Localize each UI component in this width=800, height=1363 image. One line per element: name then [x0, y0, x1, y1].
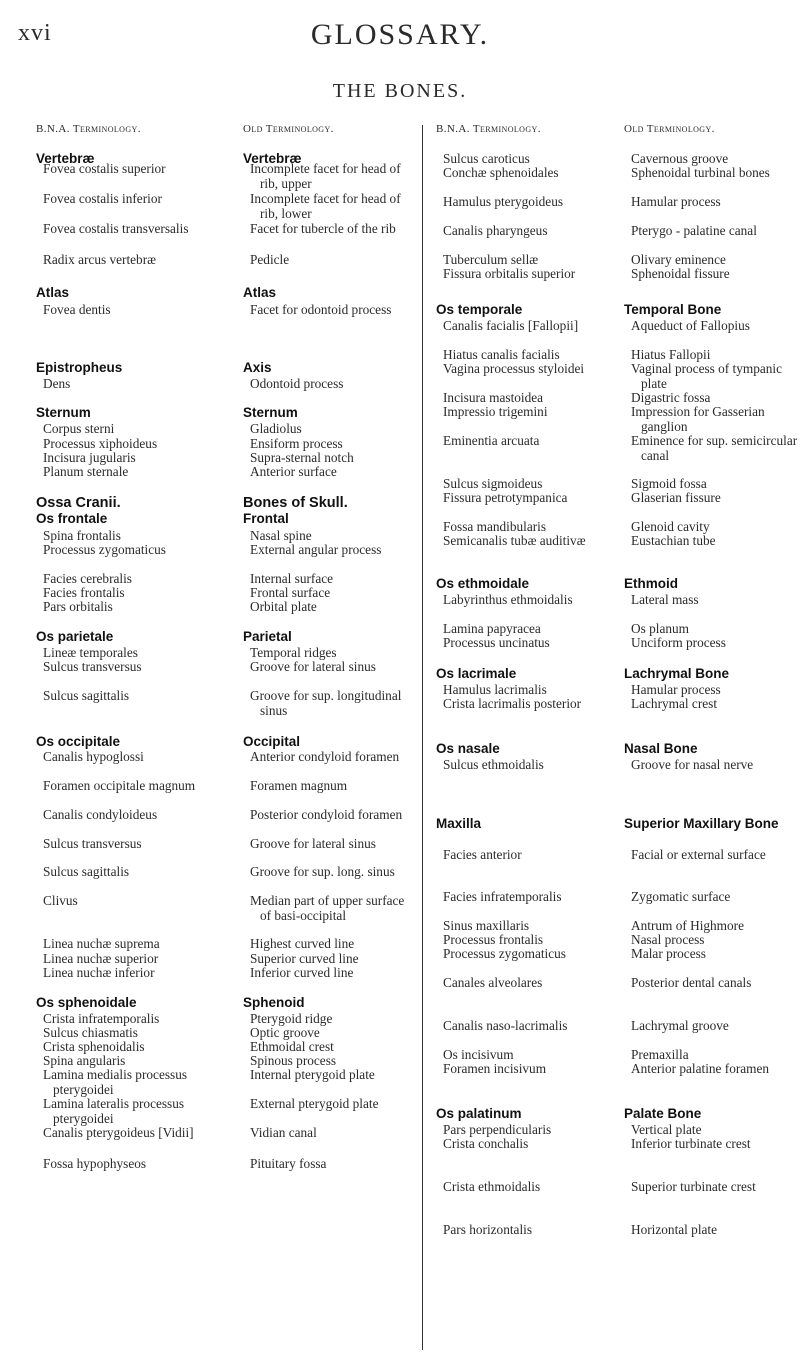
glossary-term-text: Facial or external surface [631, 847, 766, 863]
bone-heading: Os lacrimale [436, 666, 517, 682]
glossary-term-text: Fossa mandibularis [443, 519, 547, 535]
bone-heading: Temporal Bone [624, 302, 722, 318]
column-old-right [624, 122, 800, 1238]
column-header: Old Terminology. [243, 123, 334, 135]
glossary-term [250, 660, 411, 674]
glossary-term-text: Anterior palatine foramen [631, 1061, 770, 1077]
glossary-term [43, 600, 214, 614]
bone-heading: Atlas [36, 285, 70, 301]
glossary-term-text: Groove for sup. longitudinal sinus [250, 688, 402, 718]
bone-heading: Maxilla [436, 816, 482, 832]
glossary-term [631, 166, 800, 180]
glossary-term-text: Fovea costalis transversalis [43, 221, 189, 237]
glossary-term-text: Sulcus sagittalis [43, 864, 130, 880]
glossary-term [250, 1157, 411, 1171]
glossary-term [250, 222, 411, 236]
glossary-term [250, 162, 411, 191]
glossary-term [631, 1180, 800, 1194]
glossary-term-text: Processus frontalis [443, 932, 544, 948]
bone-heading: Epistropheus [36, 360, 123, 376]
glossary-term [631, 267, 800, 281]
glossary-term [43, 689, 214, 703]
glossary-term-text: Aqueduct of Fallopius [631, 318, 750, 334]
column-old-left [243, 122, 411, 1172]
glossary-term-text: Posterior dental canals [631, 975, 752, 991]
glossary-term [631, 890, 800, 904]
glossary-term-text: Sphenoidal fissure [631, 266, 730, 282]
glossary-term-text: Canalis condyloideus [43, 807, 158, 823]
glossary-term-text: Lachrymal crest [631, 696, 718, 712]
glossary-term-text: External pterygoid plate [250, 1096, 379, 1112]
glossary-term-text: Pterygoid ridge [250, 1011, 333, 1027]
bone-heading: Sternum [36, 405, 91, 421]
glossary-term-text: Sulcus transversus [43, 659, 142, 675]
glossary-term-text: External angular process [250, 542, 382, 558]
bone-heading: Os palatinum [436, 1106, 522, 1122]
glossary-term-text: Facies frontalis [43, 585, 125, 601]
glossary-term-text: Hamulus lacrimalis [443, 682, 547, 698]
glossary-term-text: Fissura orbitalis superior [443, 266, 576, 282]
glossary-term [443, 1180, 614, 1194]
glossary-term [250, 779, 411, 793]
glossary-term-text: Fovea costalis superior [43, 161, 166, 177]
glossary-term-text: Canalis pterygoideus [Vidii] [43, 1125, 194, 1141]
glossary-term-text: Foramen occipitale magnum [43, 778, 196, 794]
glossary-term-text: Incomplete facet for head of rib, lower [250, 191, 401, 221]
glossary-term [443, 224, 614, 238]
glossary-term [43, 465, 214, 479]
glossary-term [631, 1062, 800, 1076]
bone-heading: Sphenoid [243, 995, 305, 1011]
glossary-term-text: Conchæ sphenoidales [443, 165, 559, 181]
glossary-term-text: Facet for odontoid process [250, 302, 392, 318]
glossary-term-text: Planum sternale [43, 464, 129, 480]
bone-heading: Frontal [243, 511, 289, 527]
glossary-term-text: Processus uncinatus [443, 635, 550, 651]
glossary-term [443, 166, 614, 180]
glossary-term [443, 1019, 614, 1033]
glossary-term-text: Pars perpendicularis [443, 1122, 552, 1138]
glossary-term-text: Facies infratemporalis [443, 889, 562, 905]
glossary-term [43, 660, 214, 674]
glossary-term-text: Radix arcus vertebræ [43, 252, 156, 268]
glossary-term-text: Tuberculum sellæ [443, 252, 539, 268]
glossary-term-text: Eminence for sup. semicircular canal [631, 433, 798, 463]
glossary-term [43, 779, 214, 793]
glossary-term-text: Inferior turbinate crest [631, 1136, 751, 1152]
glossary-term-text: Inferior curved line [250, 965, 354, 981]
bone-heading: Os frontale [36, 511, 108, 527]
glossary-term-text: Sulcus sagittalis [43, 688, 130, 704]
glossary-term-text: Glenoid cavity [631, 519, 710, 535]
bone-heading: Palate Bone [624, 1106, 702, 1122]
glossary-term-text: Eminentia arcuata [443, 433, 540, 449]
running-title: GLOSSARY. [310, 18, 490, 51]
glossary-term [443, 848, 614, 862]
glossary-term-text: Processus xiphoideus [43, 436, 158, 452]
section-title: THE BONES. [332, 80, 468, 102]
bone-heading: Os sphenoidale [36, 995, 137, 1011]
glossary-term [443, 593, 614, 607]
glossary-term [43, 750, 214, 764]
glossary-term-text: Fovea dentis [43, 302, 111, 318]
glossary-term [443, 491, 614, 505]
glossary-term [631, 848, 800, 862]
glossary-term [43, 543, 214, 557]
glossary-term [43, 937, 214, 951]
glossary-term [443, 758, 614, 772]
glossary-term-text: Canalis pharyngeus [443, 223, 548, 239]
glossary-term [250, 192, 411, 221]
bone-heading: Ossa Cranii. [36, 495, 121, 512]
glossary-term [631, 1223, 800, 1237]
glossary-term [631, 947, 800, 961]
glossary-term-text: Antrum of Highmore [631, 918, 745, 934]
bone-heading: Os occipitale [36, 734, 121, 750]
glossary-term [250, 465, 411, 479]
glossary-term-text: Malar process [631, 946, 706, 962]
glossary-term [43, 837, 214, 851]
glossary-term-text: Vaginal process of tympanic plate [631, 361, 783, 391]
bone-heading: Lachrymal Bone [624, 666, 730, 682]
glossary-term-text: Impression for Gasserian ganglion [631, 404, 765, 434]
glossary-term-text: Sulcus caroticus [443, 151, 530, 167]
glossary-term [250, 1097, 411, 1111]
glossary-term-text: Crista ethmoidalis [443, 1179, 541, 1195]
running-head [0, 18, 800, 58]
glossary-term-text: Pituitary fossa [250, 1156, 327, 1172]
glossary-term [631, 434, 800, 463]
glossary-term [631, 976, 800, 990]
column-bna-left [36, 122, 214, 1172]
glossary-term-text: Temporal ridges [250, 645, 337, 661]
glossary-term [443, 434, 614, 448]
glossary-term-text: Orbital plate [250, 599, 317, 615]
glossary-term [631, 362, 800, 391]
glossary-term-text: Fissura petrotympanica [443, 490, 568, 506]
glossary-term-text: Internal pterygoid plate [250, 1067, 375, 1083]
column-header: B.N.A. Terminology. [436, 123, 541, 135]
glossary-term-text: Fossa hypophyseos [43, 1156, 147, 1172]
glossary-term [631, 593, 800, 607]
glossary-term-text: Sulcus sigmoideus [443, 476, 543, 492]
glossary-term-text: Spina frontalis [43, 528, 121, 544]
glossary-term-text: Hamular process [631, 682, 721, 698]
glossary-term-text: Semicanalis tubæ auditivæ [443, 533, 586, 549]
glossary-term-text: Foramen magnum [250, 778, 348, 794]
glossary-term [631, 534, 800, 548]
glossary-term-text: Linea nuchæ inferior [43, 965, 155, 981]
glossary-term-text: Sulcus chiasmatis [43, 1025, 138, 1041]
bone-heading: Axis [243, 360, 272, 376]
glossary-term [250, 837, 411, 851]
glossary-term [443, 697, 614, 711]
glossary-term-text: Corpus sterni [43, 421, 115, 437]
glossary-term-text: Impressio trigemini [443, 404, 548, 420]
bone-heading: Vertebræ [243, 151, 302, 167]
glossary-term [43, 1157, 214, 1171]
glossary-term [43, 1068, 214, 1097]
glossary-term-text: Processus zygomaticus [43, 542, 166, 558]
glossary-term-text: Lamina lateralis processus pterygoidei [43, 1096, 185, 1126]
glossary-term-text: Glaserian fissure [631, 490, 721, 506]
column-bna-right [436, 122, 614, 1238]
glossary-term-text: Optic groove [250, 1025, 320, 1041]
glossary-term [250, 543, 411, 557]
bone-heading: Nasal Bone [624, 741, 698, 757]
glossary-term-text: Crista conchalis [443, 1136, 529, 1152]
glossary-term [43, 808, 214, 822]
glossary-term [443, 976, 614, 990]
glossary-term [43, 253, 214, 267]
glossary-term-text: Zygomatic surface [631, 889, 731, 905]
bone-heading: Os parietale [36, 629, 114, 645]
glossary-term-text: Superior turbinate crest [631, 1179, 756, 1195]
glossary-term-text: Ensiform process [250, 436, 343, 452]
glossary-term [43, 966, 214, 980]
bone-heading: Atlas [243, 285, 277, 301]
glossary-term-text: Hamulus pterygoideus [443, 194, 564, 210]
column-header: B.N.A. Terminology. [36, 123, 141, 135]
glossary-term [250, 750, 411, 764]
glossary-term-text: Superior curved line [250, 951, 359, 967]
glossary-term-text: Canalis facialis [Fallopii] [443, 318, 579, 334]
glossary-term [250, 808, 411, 822]
glossary-term [250, 966, 411, 980]
glossary-term [250, 377, 411, 391]
glossary-term-text: Spinous process [250, 1053, 337, 1069]
glossary-term-text: Labyrinthus ethmoidalis [443, 592, 573, 608]
glossary-term-text: Lamina medialis processus pterygoidei [43, 1067, 188, 1097]
glossary-term [43, 894, 214, 908]
glossary-term [443, 1062, 614, 1076]
glossary-term [250, 1068, 411, 1082]
glossary-term-text: Os incisivum [443, 1047, 514, 1063]
glossary-term-text: Groove for lateral sinus [250, 659, 376, 675]
glossary-term [43, 222, 214, 236]
bone-heading: Superior Maxillary Bone [624, 816, 779, 832]
bone-heading: Sternum [243, 405, 298, 421]
glossary-term-text: Linea nuchæ suprema [43, 936, 160, 952]
glossary-term-text: Pars orbitalis [43, 599, 113, 615]
glossary-term-text: Nasal spine [250, 528, 312, 544]
column-divider [422, 125, 423, 1350]
glossary-term [443, 534, 614, 548]
glossary-term [443, 890, 614, 904]
glossary-term-text: Groove for nasal nerve [631, 757, 754, 773]
glossary-term-text: Unciform process [631, 635, 726, 651]
glossary-term-text: Facies cerebralis [43, 571, 132, 587]
glossary-term-text: Hiatus canalis facialis [443, 347, 560, 363]
glossary-term-text: Clivus [43, 893, 78, 909]
bone-heading: Os nasale [436, 741, 500, 757]
glossary-term [250, 865, 411, 879]
glossary-term [43, 377, 214, 391]
glossary-term-text: Supra-sternal notch [250, 450, 354, 466]
glossary-term [250, 689, 411, 718]
bone-heading: Vertebræ [36, 151, 95, 167]
glossary-term [631, 697, 800, 711]
glossary-term-text: Sinus maxillaris [443, 918, 530, 934]
glossary-term-text: Hamular process [631, 194, 721, 210]
glossary-term [250, 422, 411, 436]
glossary-term [250, 1126, 411, 1140]
glossary-term-text: Sphenoidal turbinal bones [631, 165, 770, 181]
glossary-term [631, 319, 800, 333]
glossary-term-text: Vidian canal [250, 1125, 317, 1141]
glossary-term-text: Incomplete facet for head of rib, upper [250, 161, 401, 191]
glossary-term [43, 162, 214, 176]
glossary-term [631, 1019, 800, 1033]
glossary-term-text: Crista sphenoidalis [43, 1039, 145, 1055]
glossary-term-text: Canalis hypoglossi [43, 749, 144, 765]
glossary-term-text: Eustachian tube [631, 533, 716, 549]
glossary-term-text: Canales alveolares [443, 975, 543, 991]
glossary-term-text: Ethmoidal crest [250, 1039, 334, 1055]
glossary-term-text: Pars horizontalis [443, 1222, 533, 1238]
glossary-term-text: Nasal process [631, 932, 705, 948]
bone-heading: Os temporale [436, 302, 523, 318]
glossary-term-text: Groove for sup. long. sinus [250, 864, 395, 880]
glossary-term-text: Cavernous groove [631, 151, 729, 167]
column-header: Old Terminology. [624, 123, 715, 135]
glossary-term-text: Spina angularis [43, 1053, 126, 1069]
glossary-term-text: Crista infratemporalis [43, 1011, 160, 1027]
glossary-term [443, 1223, 614, 1237]
glossary-term-text: Dens [43, 376, 71, 392]
glossary-term [443, 267, 614, 281]
glossary-term-text: Hiatus Fallopii [631, 347, 711, 363]
glossary-term [443, 319, 614, 333]
bone-heading: Occipital [243, 734, 301, 750]
glossary-term [43, 422, 214, 436]
glossary-term-text: Premaxilla [631, 1047, 689, 1063]
glossary-term [250, 303, 411, 317]
glossary-term-text: Lineæ temporales [43, 645, 138, 661]
glossary-term-text: Vagina processus styloidei [443, 361, 585, 377]
glossary-term [443, 405, 614, 419]
glossary-term-text: Sulcus transversus [43, 836, 142, 852]
glossary-term-text: Incisura mastoidea [443, 390, 544, 406]
glossary-term-text: Fovea costalis inferior [43, 191, 162, 207]
glossary-term [631, 758, 800, 772]
glossary-term-text: Canalis naso-lacrimalis [443, 1018, 568, 1034]
glossary-term [443, 636, 614, 650]
glossary-term [443, 947, 614, 961]
glossary-term-text: Internal surface [250, 571, 334, 587]
glossary-term [631, 195, 800, 209]
glossary-term-text: Frontal surface [250, 585, 331, 601]
glossary-term-text: Processus zygomaticus [443, 946, 566, 962]
glossary-term-text: Facies anterior [443, 847, 522, 863]
glossary-term-text: Highest curved line [250, 936, 355, 952]
glossary-term-text: Groove for lateral sinus [250, 836, 376, 852]
glossary-term [250, 894, 411, 923]
glossary-term [250, 937, 411, 951]
glossary-term [631, 224, 800, 238]
glossary-term [250, 253, 411, 267]
page-number: xvi [18, 20, 52, 46]
glossary-term-text: Incisura jugularis [43, 450, 136, 466]
glossary-term-text: Odontoid process [250, 376, 344, 392]
glossary-term [43, 303, 214, 317]
glossary-term [631, 491, 800, 505]
bone-heading: Parietal [243, 629, 292, 645]
glossary-term-text: Lateral mass [631, 592, 699, 608]
glossary-term-text: Horizontal plate [631, 1222, 718, 1238]
glossary-term-text: Lachrymal groove [631, 1018, 729, 1034]
glossary-term-text: Gladiolus [250, 421, 302, 437]
glossary-term-text: Posterior condyloid foramen [250, 807, 403, 823]
glossary-term-text: Pterygo - palatine canal [631, 223, 757, 239]
glossary-term [443, 195, 614, 209]
glossary-term-text: Facet for tubercle of the rib [250, 221, 396, 237]
bone-heading: Os ethmoidale [436, 576, 530, 592]
glossary-term-text: Os planum [631, 621, 689, 637]
glossary-term [43, 1097, 214, 1126]
glossary-term-text: Lamina papyracea [443, 621, 541, 637]
glossary-term-text: Median part of upper surface of basi-occipital [250, 893, 405, 923]
glossary-term-text: Sigmoid fossa [631, 476, 707, 492]
glossary-term [43, 192, 214, 206]
glossary-term-text: Linea nuchæ superior [43, 951, 159, 967]
glossary-term [443, 362, 614, 376]
glossary-term-text: Anterior condyloid foramen [250, 749, 400, 765]
glossary-term-text: Olivary eminence [631, 252, 726, 268]
glossary-term [43, 865, 214, 879]
glossary-term-text: Anterior surface [250, 464, 337, 480]
glossary-term [43, 1126, 214, 1140]
bone-heading: Bones of Skull. [243, 495, 348, 512]
glossary-term-text: Foramen incisivum [443, 1061, 547, 1077]
glossary-term-text: Sulcus ethmoidalis [443, 757, 544, 773]
glossary-term [250, 600, 411, 614]
glossary-term-text: Crista lacrimalis posterior [443, 696, 582, 712]
glossary-term-text: Vertical plate [631, 1122, 702, 1138]
glossary-term [631, 1137, 800, 1151]
glossary-term [631, 405, 800, 434]
glossary-term [631, 636, 800, 650]
glossary-term [443, 1137, 614, 1151]
bone-heading: Ethmoid [624, 576, 678, 592]
glossary-term-text: Pedicle [250, 252, 290, 268]
glossary-term-text: Digastric fossa [631, 390, 711, 406]
